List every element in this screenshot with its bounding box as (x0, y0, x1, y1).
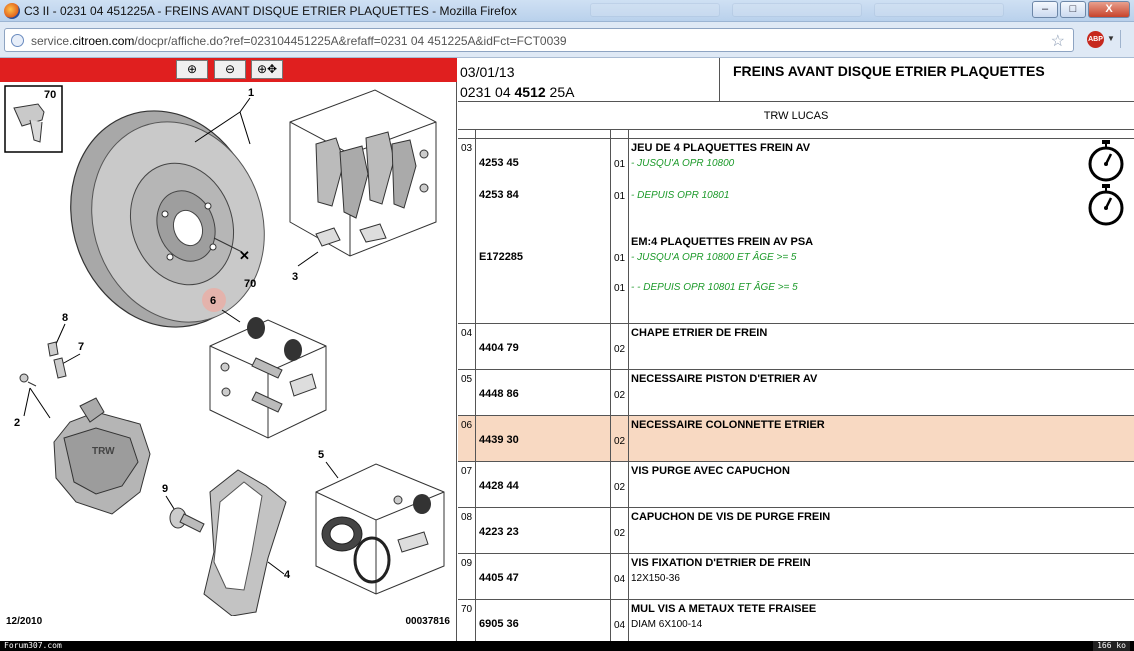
part-label: VIS PURGE AVEC CAPUCHON (631, 465, 790, 477)
table-row[interactable] (458, 554, 1134, 600)
header-info (458, 58, 720, 102)
table-row[interactable] (458, 139, 1134, 324)
callout-9[interactable]: 9 (162, 483, 169, 495)
address-bar[interactable] (4, 28, 1074, 52)
part-reference[interactable]: 4448 86 (479, 388, 519, 400)
page-title: FREINS AVANT DISQUE ETRIER PLAQUETTES (733, 63, 1045, 79)
callout-4[interactable]: 4 (284, 569, 291, 581)
pad-kit-box[interactable] (290, 90, 436, 256)
part-note: - JUSQU'A OPR 10800 ET ÂGE >= 5 (631, 252, 797, 263)
part-dimension: 12X150-36 (631, 573, 680, 584)
stopwatch-icon[interactable] (1086, 183, 1126, 227)
callout-2[interactable]: 2 (14, 417, 21, 429)
part-quantity: 02 (614, 390, 626, 401)
callout-7[interactable]: 7 (78, 341, 85, 353)
part-reference[interactable]: 4439 30 (479, 434, 519, 446)
part-reference[interactable]: 4223 23 (479, 526, 519, 538)
row-index: 09 (461, 558, 473, 569)
table-row[interactable] (458, 370, 1134, 416)
zoom-out-button[interactable]: ⊖ (214, 60, 246, 79)
callout-3[interactable]: 3 (292, 271, 299, 283)
part-quantity: 02 (614, 436, 626, 447)
callout-70[interactable]: 70 (244, 278, 257, 290)
part-reference[interactable]: 4253 45 (479, 157, 519, 169)
zoom-pan-button[interactable]: ⊕✥ (251, 60, 283, 79)
part-quantity: 01 (614, 253, 626, 264)
row-index: 05 (461, 374, 473, 385)
part-quantity: 01 (614, 283, 626, 294)
part-70-thumbnail[interactable] (5, 86, 62, 152)
exploded-view-diagram[interactable] (0, 82, 457, 616)
cross-mark: ✕ (239, 248, 250, 263)
part-quantity: 01 (614, 191, 626, 202)
callout-70-box: 70 (44, 89, 57, 101)
maximize-button[interactable]: □ (1060, 1, 1086, 18)
diagram-code: 00037816 (405, 616, 450, 627)
header-date: 03/01/13 (460, 64, 515, 80)
part-label: NECESSAIRE COLONNETTE ETRIER (631, 419, 825, 431)
svg-text:TRW: TRW (92, 446, 115, 457)
part-quantity: 02 (614, 482, 626, 493)
part-reference[interactable]: 4253 84 (479, 189, 519, 201)
part-label: VIS FIXATION D'ETRIER DE FREIN (631, 557, 811, 569)
site-identity-icon[interactable] (11, 34, 24, 47)
adblock-plus-icon[interactable]: ABP (1087, 31, 1104, 48)
part-note: - JUSQU'A OPR 10800 (631, 158, 735, 169)
row-index: 07 (461, 466, 473, 477)
part-reference[interactable]: 4428 44 (479, 480, 519, 492)
row-index: 06 (461, 420, 473, 431)
minimize-button[interactable]: – (1032, 1, 1058, 18)
header-reference: 0231 04 4512 25A (460, 84, 575, 100)
part-label: CAPUCHON DE VIS DE PURGE FREIN (631, 511, 831, 523)
title-bar (0, 0, 1134, 22)
firefox-icon (4, 3, 20, 19)
part-label: JEU DE 4 PLAQUETTES FREIN AV (631, 142, 811, 154)
part-label: CHAPE ETRIER DE FREIN (631, 327, 768, 339)
brake-caliper[interactable] (54, 398, 150, 514)
bookmark-star-icon[interactable]: ☆ (1050, 33, 1065, 50)
caliper-bracket[interactable] (204, 470, 286, 616)
part-note: - - DEPUIS OPR 10801 ET ÂGE >= 5 (631, 282, 798, 293)
part-reference[interactable]: 4405 47 (479, 572, 519, 584)
callout-6[interactable]: 6 (210, 295, 217, 307)
part-reference[interactable]: E172285 (479, 251, 524, 263)
watermark: Forum307.com (4, 641, 62, 650)
table-row[interactable] (458, 600, 1134, 647)
row-index: 04 (461, 328, 473, 339)
diagram-viewer (0, 58, 457, 641)
adblock-dropdown-icon[interactable]: ▼ (1107, 34, 1115, 43)
part-dimension: DIAM 6X100-14 (631, 619, 703, 630)
table-row[interactable] (458, 462, 1134, 508)
image-size: 166 ko (1093, 641, 1130, 651)
part-note: - DEPUIS OPR 10801 (631, 190, 730, 201)
part-label: EM:4 PLAQUETTES FREIN AV PSA (631, 236, 814, 248)
row-index: 70 (461, 604, 473, 615)
navigation-bar (0, 22, 1134, 58)
table-row-selected[interactable] (458, 416, 1134, 462)
url-text[interactable]: service.citroen.com/docpr/affiche.do?ref=023104451225A&refaff=0231 04 451225A&idFct=FCT0039 (31, 34, 567, 48)
part-label: MUL VIS A METAUX TETE FRAISEE (631, 603, 817, 615)
callout-5[interactable]: 5 (318, 449, 325, 461)
callout-1[interactable]: 1 (248, 87, 255, 99)
toolbar-overflow[interactable] (1120, 30, 1132, 48)
guide-pin-kit-box[interactable] (210, 317, 326, 438)
zoom-in-button[interactable]: ⊕ (176, 60, 208, 79)
part-label: NECESSAIRE PISTON D'ETRIER AV (631, 373, 818, 385)
background-tabs (590, 3, 1050, 19)
page-header (458, 58, 1134, 102)
part-reference[interactable]: 4404 79 (479, 342, 519, 354)
part-reference[interactable]: 6905 36 (479, 618, 519, 630)
table-header-strip (458, 130, 1134, 139)
table-row[interactable] (458, 324, 1134, 370)
part-quantity: 01 (614, 159, 626, 170)
close-button[interactable]: X (1088, 1, 1130, 18)
supplier-label: TRW LUCAS (458, 102, 1134, 130)
row-index: 08 (461, 512, 473, 523)
piston-kit-box[interactable] (316, 464, 444, 594)
part-quantity: 02 (614, 528, 626, 539)
part-quantity: 02 (614, 344, 626, 355)
part-quantity: 04 (614, 620, 626, 631)
table-row[interactable] (458, 508, 1134, 554)
diagram-date: 12/2010 (6, 616, 43, 627)
stopwatch-icon[interactable] (1086, 139, 1126, 183)
window-title: C3 II - 0231 04 451225A - FREINS AVANT DISQUE ETRIER PLAQUETTES - Mozilla Firefox (24, 4, 517, 18)
viewer-toolbar (0, 58, 457, 82)
brake-disc[interactable] (41, 84, 292, 354)
row-index: 03 (461, 143, 473, 154)
status-bar (0, 641, 1134, 651)
part-quantity: 04 (614, 574, 626, 585)
parts-table (458, 139, 1134, 647)
callout-8[interactable]: 8 (62, 312, 69, 324)
